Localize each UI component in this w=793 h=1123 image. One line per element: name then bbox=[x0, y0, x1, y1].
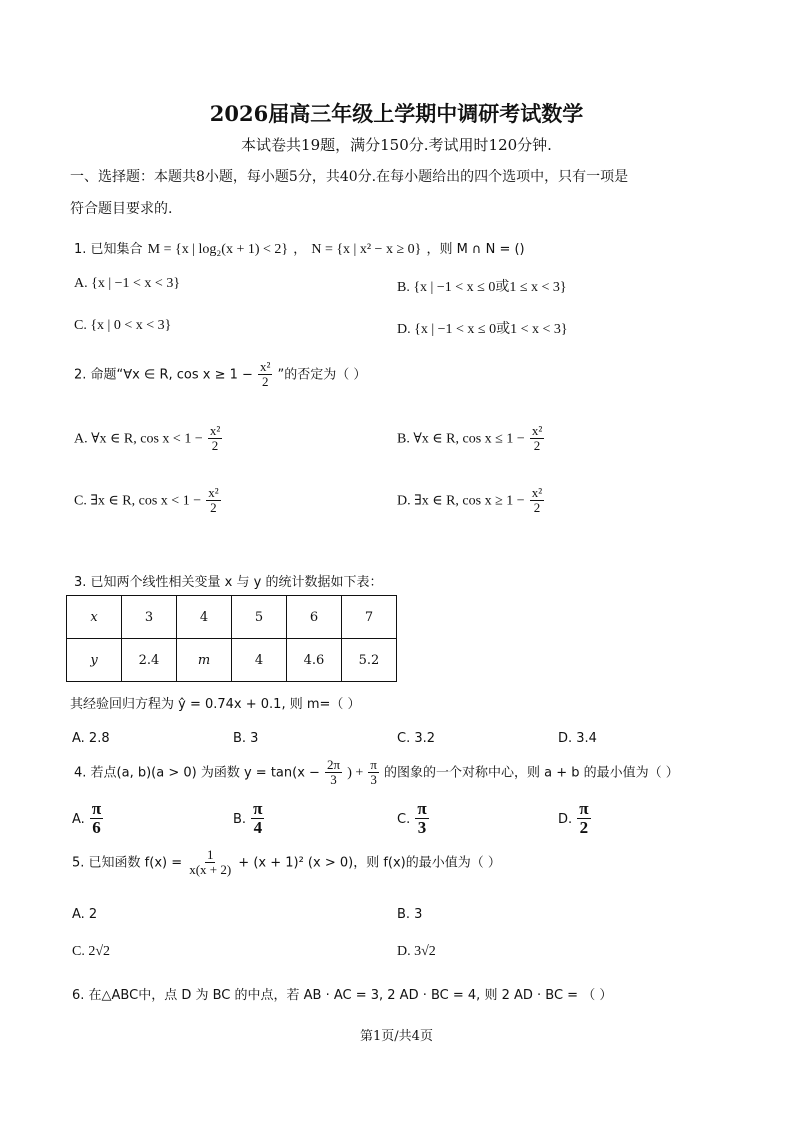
table-cell: 4 bbox=[177, 596, 232, 639]
q1-set-n: N = {x | x² − x ≥ 0} bbox=[311, 242, 422, 257]
q3-option-b: B. 3 bbox=[233, 731, 259, 746]
q3-option-d: D. 3.4 bbox=[558, 731, 597, 746]
table-cell: 7 bbox=[342, 596, 397, 639]
table-cell: y bbox=[67, 639, 122, 682]
q4-fraction-1: $\frac{2\pi}{3}$ bbox=[327, 757, 341, 787]
question-3-stem: 3. 已知两个线性相关变量 x 与 y 的统计数据如下表： bbox=[74, 575, 383, 590]
q5-option-b: B. 3 bbox=[397, 907, 423, 922]
exam-subtitle: 本试卷共19题，满分150分.考试用时120分钟. bbox=[241, 136, 552, 154]
table-cell: 5 bbox=[232, 596, 287, 639]
q1-option-b: B. {x | −1 < x ≤ 0或1 ≤ x < 3} bbox=[397, 280, 567, 295]
exam-title: 2026届高三年级上学期中调研考试数学 bbox=[209, 101, 584, 126]
table-cell: m bbox=[177, 639, 232, 682]
table-cell: 5.2 bbox=[342, 639, 397, 682]
q2-fraction: $\frac{\text{x²}}{2}$ bbox=[260, 359, 271, 389]
q2-prefix: 2. 命题“∀x ∈ R, cos x ≥ 1 − bbox=[74, 367, 253, 383]
q5-option-a: A. 2 bbox=[72, 907, 98, 922]
section-instructions-line2: 符合题目要求的. bbox=[70, 201, 173, 217]
table-cell: x bbox=[67, 596, 122, 639]
table-cell: 6 bbox=[287, 596, 342, 639]
q2-option-b: B. ∀x ∈ R, cos x ≤ 1 − $\frac{\text{x²}}{2}$ bbox=[397, 423, 543, 453]
q3-data-table bbox=[66, 595, 397, 682]
q5-suffix: + (x + 1)² (x > 0)，则 f(x)的最小值为（ ） bbox=[238, 855, 501, 871]
q1-prefix: 1. 已知集合 bbox=[74, 242, 143, 257]
question-5-stem bbox=[72, 848, 501, 876]
table-row bbox=[67, 596, 397, 639]
table-row bbox=[67, 639, 397, 682]
table-cell: 2.4 bbox=[122, 639, 177, 682]
q3-option-a: A. 2.8 bbox=[72, 731, 110, 746]
section-instructions-line1: 一、选择题：本题共8小题，每小题5分，共40分.在每小题给出的四个选项中，只有一项是 bbox=[70, 169, 629, 185]
q2-option-c: C. ∃x ∈ R, cos x < 1 − $\frac{\text{x²}}{2}$ bbox=[74, 485, 219, 515]
q2-option-a: A. ∀x ∈ R, cos x < 1 − $\frac{\text{x²}}{2}$ bbox=[74, 423, 221, 453]
q4-suffix: 的图象的一个对称中心，则 a + b 的最小值为（ ） bbox=[384, 765, 679, 781]
q4-option-a: A. $\frac{\pi}{6}$ bbox=[72, 799, 102, 837]
q5-prefix: 5. 已知函数 f(x) = bbox=[72, 855, 183, 871]
q3-option-c: C. 3.2 bbox=[397, 731, 436, 746]
table-cell: 3 bbox=[122, 596, 177, 639]
question-2-stem bbox=[74, 360, 366, 388]
q3-followup: 其经验回归方程为 ŷ = 0.74x + 0.1, 则 m=（ ） bbox=[70, 697, 361, 712]
q5-option-d: D. 3√2 bbox=[397, 944, 436, 959]
q4-prefix: 4. 若点(a, b)(a > 0) 为函数 y = tan(x − bbox=[74, 765, 320, 781]
table-cell: 4.6 bbox=[287, 639, 342, 682]
page-footer: 第1页/共4页 bbox=[360, 1029, 433, 1044]
question-4-stem: 4. 若点(a, b)(a > 0) 为函数 y = tan(x − $\frac{2\pi}{3}$ ) + $\frac{\pi}{3}$ 的图象的一个对称中心，则 a + b 的最小值为（ ） bbox=[74, 757, 679, 787]
q4-fraction-2: $\frac{\pi}{3}$ bbox=[370, 757, 377, 787]
q1-option-a: A. {x | −1 < x < 3} bbox=[74, 276, 181, 291]
question-6-stem: 6. 在△ABC中，点 D 为 BC 的中点，若 AB · AC = 3, 2 AD · BC = 4, 则 2 AD · BC = （ ） bbox=[72, 988, 613, 1003]
question-1-stem: 1. 已知集合 M = {x | log₂(x + 1) < 2} ， N = {x | x² − x ≥ 0} ，则 M ∩ N = () bbox=[74, 242, 525, 257]
q2-suffix: ”的否定为（ ） bbox=[277, 367, 367, 383]
q1-option-d: D. {x | −1 < x ≤ 0或1 < x < 3} bbox=[397, 322, 568, 337]
q1-suffix: ，则 M ∩ N = () bbox=[426, 242, 525, 257]
q4-option-c: C. $\frac{\pi}{3}$ bbox=[397, 799, 427, 837]
q4-option-b: B. $\frac{\pi}{4}$ bbox=[233, 799, 263, 837]
q1-set-m: M = {x | log₂(x + 1) < 2} bbox=[147, 242, 289, 257]
q2-option-d: D. ∃x ∈ R, cos x ≥ 1 − $\frac{\text{x²}}{2}$ bbox=[397, 485, 543, 515]
q5-fraction: $\frac{1}{x(x + 2)}$ bbox=[189, 847, 232, 877]
q1-option-c: C. {x | 0 < x < 3} bbox=[74, 318, 172, 333]
table-cell: 4 bbox=[232, 639, 287, 682]
q4-option-d: D. $\frac{\pi}{2}$ bbox=[558, 799, 589, 837]
q5-option-c: C. 2√2 bbox=[72, 944, 111, 959]
